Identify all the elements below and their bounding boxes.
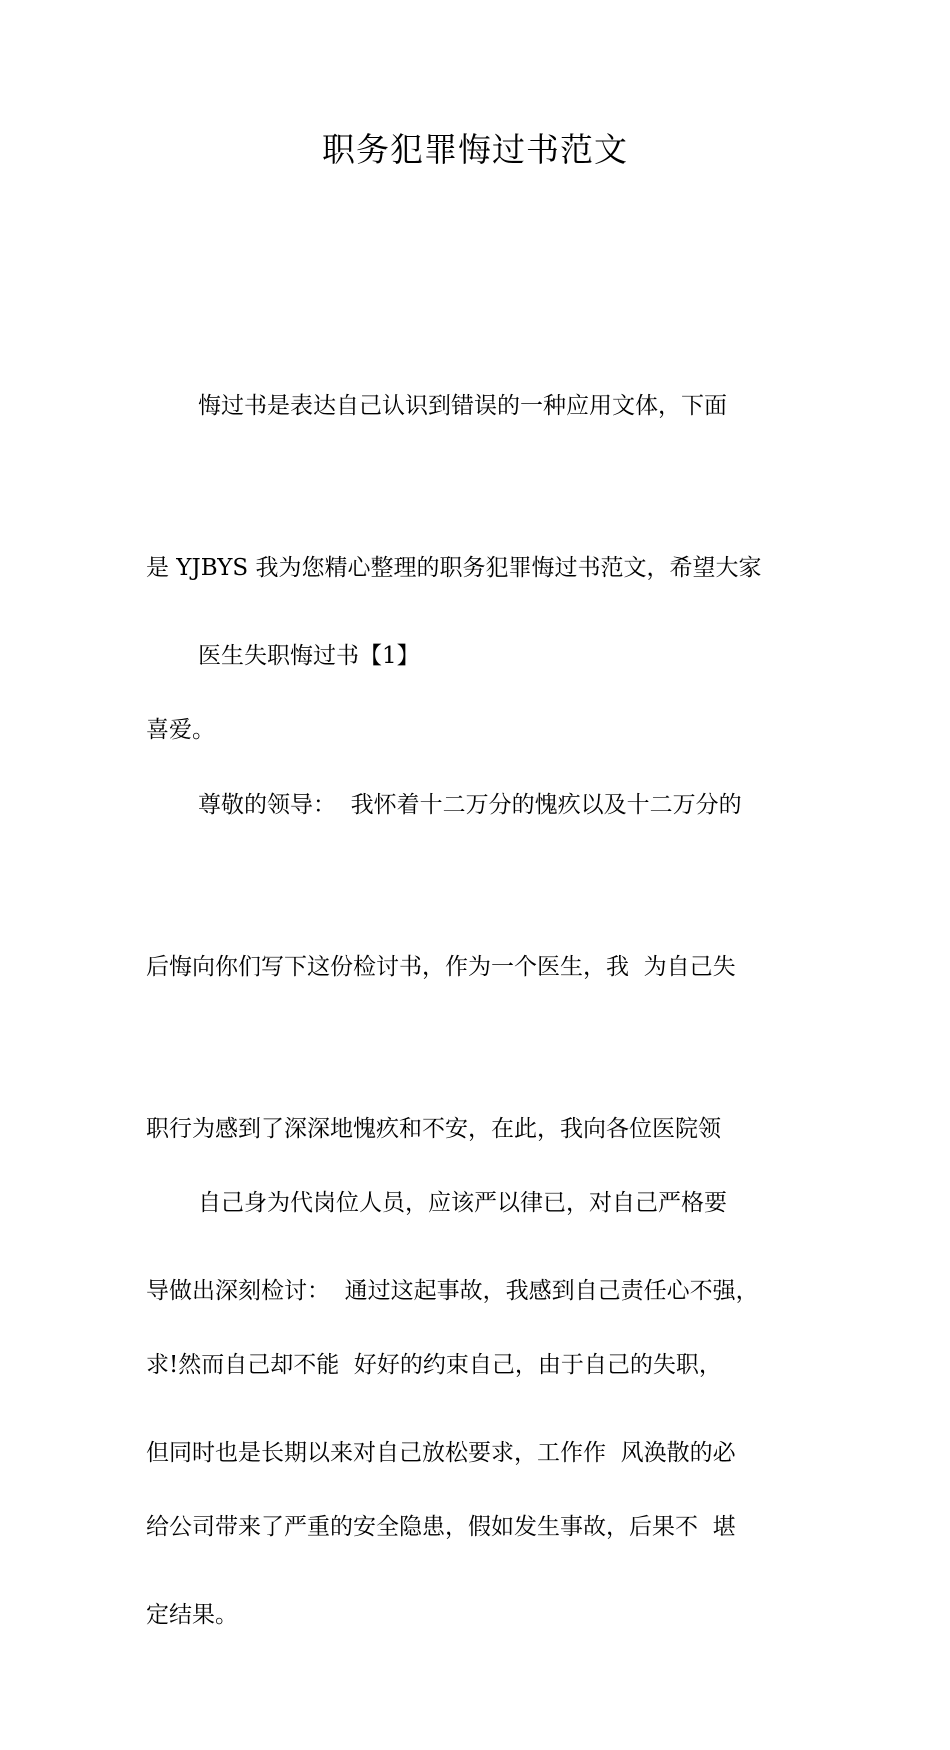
paragraph-line: 但同时也是长期以来对自己放松要求，工作作 风涣散的必	[146, 1440, 736, 1466]
paragraph-line: 是 YJBYS 我为您精心整理的职务犯罪悔过书范文，希望大家	[146, 555, 762, 581]
section-heading-text: 医生失职悔过书【1】	[198, 643, 420, 669]
paragraph-line: 导做出深刻检讨： 通过这起事故，我感到自己责任心不强，	[146, 1278, 759, 1304]
paragraph-line: 给公司带来了严重的安全隐患，假如发生事故，后果不 堪	[146, 1514, 736, 1540]
paragraph-line: 后悔向你们写下这份检讨书，作为一个医生，我 为自己失	[146, 954, 736, 980]
paragraph-line: 尊敬的领导： 我怀着十二万分的愧疚以及十二万分的	[198, 792, 742, 818]
paragraph-line: 求!然而自己却不能 好好的约束自己，由于自己的失职，	[146, 1352, 722, 1378]
paragraph-line: 悔过书是表达自己认识到错误的一种应用文体，下面	[198, 393, 727, 419]
letter-paragraph-2	[146, 1068, 826, 1662]
paragraph-line: 喜爱。	[146, 717, 215, 743]
document-title: 职务犯罪悔过书范文	[322, 130, 628, 169]
paragraph-line: 自己身为代岗位人员，应该严以律已，对自己严格要	[198, 1190, 727, 1216]
paragraph-line: 定结果。	[146, 1602, 238, 1628]
paragraph-line: 职行为感到了深深地愧疚和不安，在此，我向各位医院领	[146, 1116, 721, 1142]
